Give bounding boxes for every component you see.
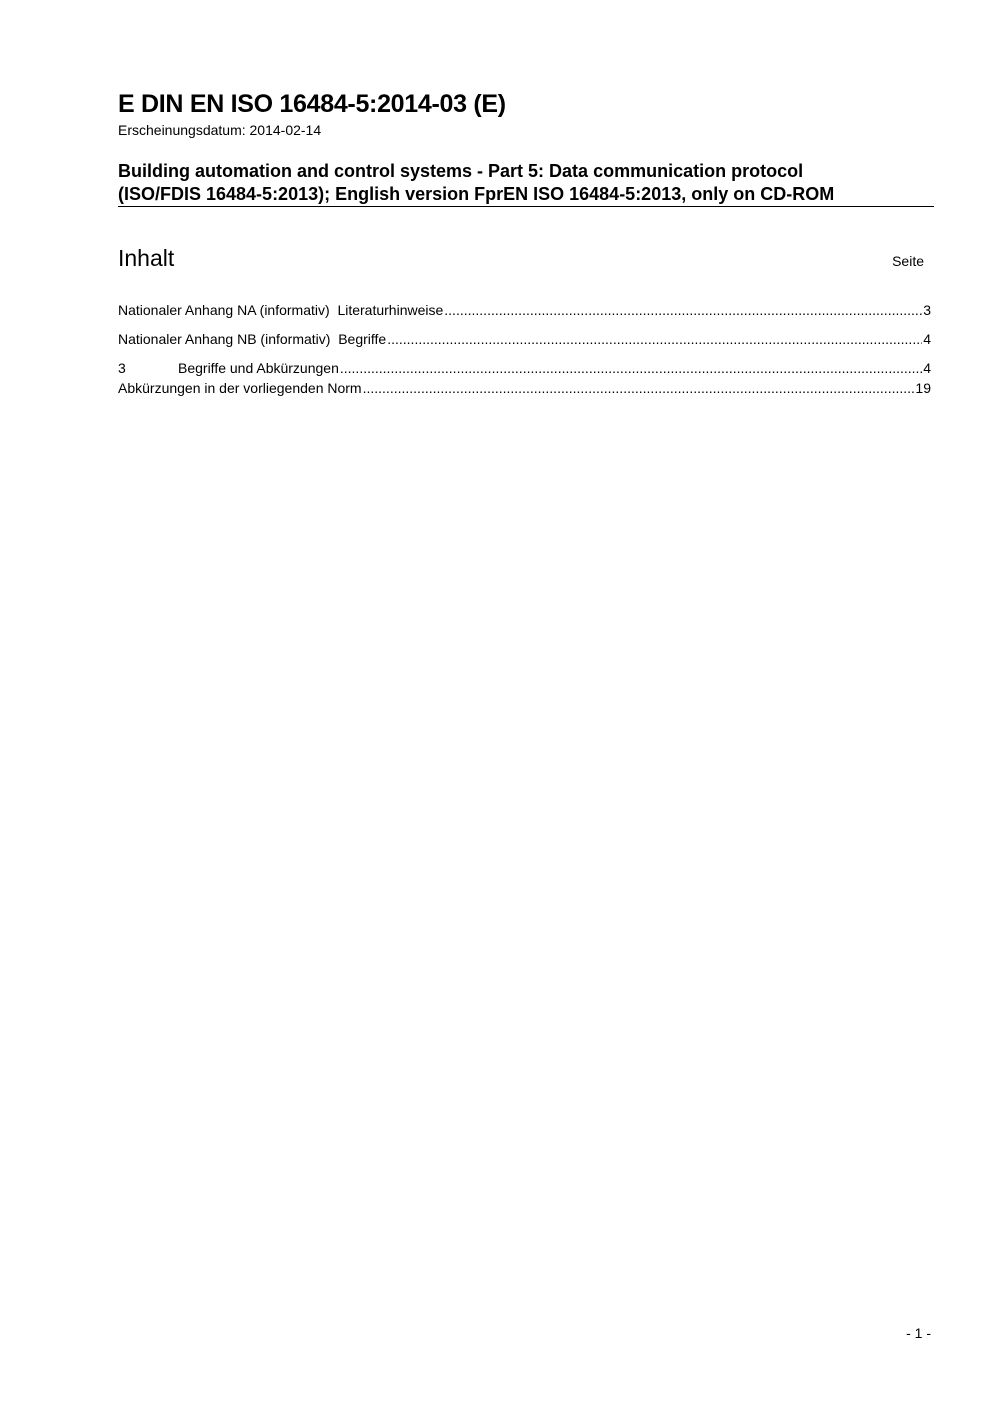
- toc-entry-text: Abkürzungen in der vorliegenden Norm: [118, 380, 362, 396]
- toc-entry-page: 4: [923, 331, 931, 347]
- toc-entry-section-3[interactable]: [118, 360, 931, 376]
- toc-entry-nb[interactable]: [118, 331, 931, 347]
- toc-entry-na[interactable]: [118, 302, 931, 318]
- toc-entry-abbreviations[interactable]: [118, 380, 931, 396]
- toc-page-column-label: Seite: [892, 253, 924, 269]
- subtitle-line-2: (ISO/FDIS 16484-5:2013); English version FprEN ISO 16484-5:2013, only on CD-ROM: [118, 184, 835, 204]
- toc-dot-leader: [444, 302, 922, 318]
- header-divider: [118, 206, 934, 207]
- publication-date: Erscheinungsdatum: 2014-02-14: [118, 122, 322, 138]
- toc-dot-leader: [363, 380, 915, 396]
- toc-entry-number: 3: [118, 360, 126, 376]
- toc-heading: Inhalt: [118, 245, 175, 271]
- document-subtitle: [118, 160, 934, 206]
- toc-dot-leader: [340, 360, 922, 376]
- subtitle-line-1: Building automation and control systems - Part 5: Data communication protocol: [118, 161, 804, 181]
- toc-entry-page: 3: [923, 302, 931, 318]
- toc-entry-text: Nationaler Anhang NB (informativ) Begriffe: [118, 331, 387, 347]
- document-title: E DIN EN ISO 16484-5:2014-03 (E): [118, 90, 506, 118]
- toc-entry-page: 4: [923, 360, 931, 376]
- toc-entry-text: Begriffe und Abkürzungen: [178, 360, 339, 376]
- page-number: - 1 -: [906, 1325, 931, 1341]
- toc-entry-text: Nationaler Anhang NA (informativ) Literaturhinweise: [118, 302, 444, 318]
- toc-dot-leader: [387, 331, 922, 347]
- toc-entry-page: 19: [915, 380, 931, 396]
